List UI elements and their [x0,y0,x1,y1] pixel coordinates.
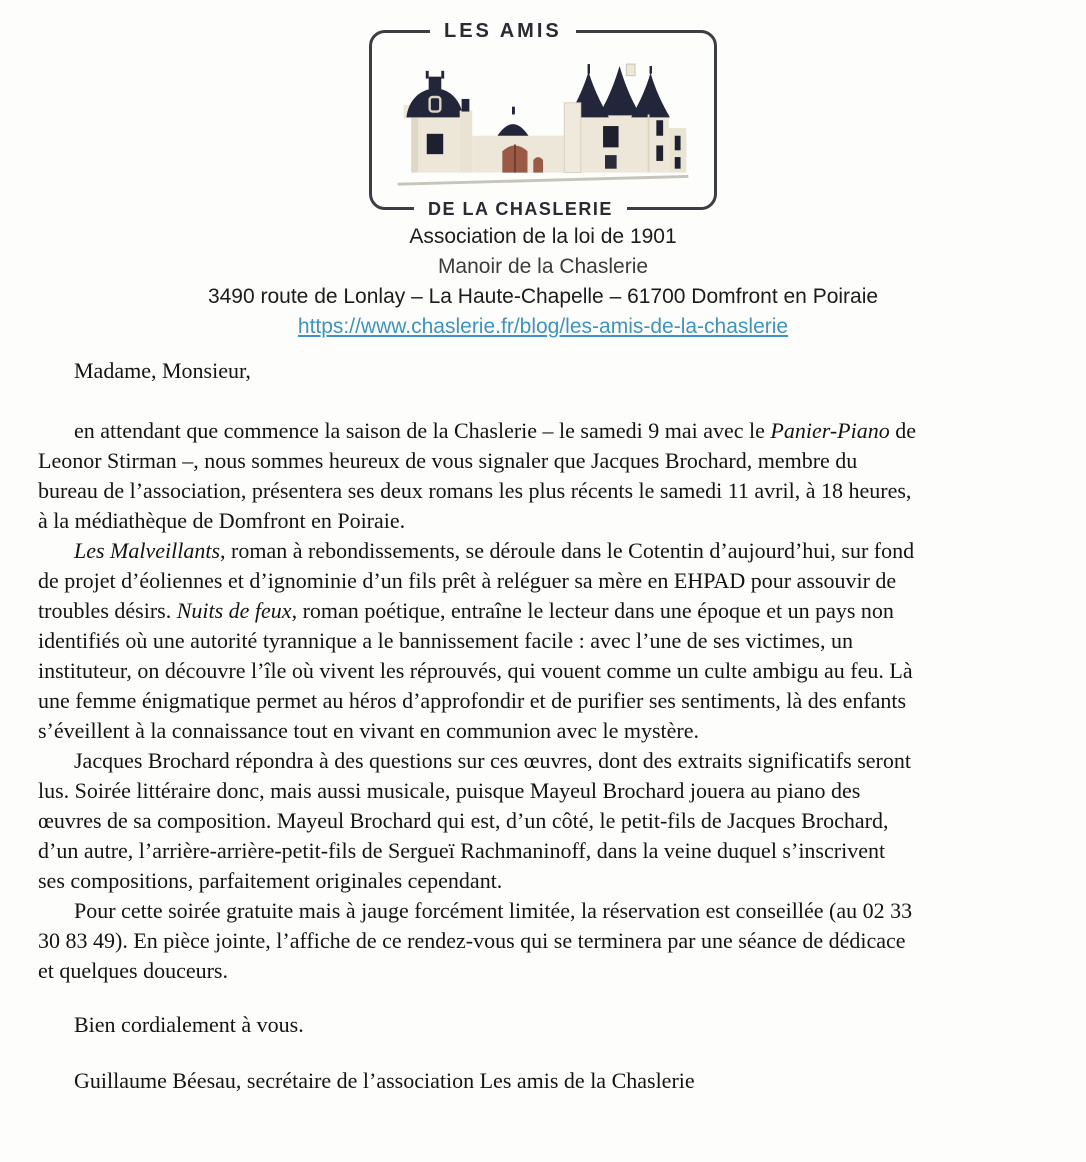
signature-line: Guillaume Béesau, secrétaire de l’association Les amis de la Chaslerie [74,1068,695,1093]
logo-title-top: LES AMIS [430,18,576,44]
text-line: Leonor Stirman –, nous sommes heureux de vous signaler que Jacques Brochard, membre du [38,448,858,473]
ground-line [398,176,689,184]
paragraph-reservation [38,896,1050,986]
gate-wall [472,107,566,173]
salutation: Madame, Monsieur, [74,358,251,383]
text-line: œuvres de sa composition. Mayeul Brochard qui est, d’un côté, le petit-fils de Jacques Brochard, [38,808,889,833]
text-line: à la médiathèque de Domfront en Poiraie. [38,508,406,533]
logo-title-bottom: DE LA CHASLERIE [414,196,627,222]
association-type-line: Association de la loi de 1901 [409,225,677,248]
paragraph-announcement [38,416,1050,536]
text-line: Jacques Brochard répondra à des questions sur ces œuvres, dont des extraits significatifs seront [74,748,911,773]
text-line: identifiés où une autorité tyrannique a le bannissement facile : avec l’une de ses victimes, un [38,628,853,653]
text-line: une femme énigmatique permet au héros d’approfondir et de purifier ses sentiments, là des enfants [38,688,907,713]
text-line: de projet d’éoliennes et d’ignominie d’un fils prêt à reléguer sa mère en EHPAD pour assouvir de [38,568,897,593]
text-line: ses compositions, parfaitement originales cependant. [38,868,503,893]
text-line: instituteur, on découvre l’île où vivent les réprouvés, qui vouent comme un culte ambigu au feu. Là [38,658,913,683]
text-line: troubles désirs. Nuits de feux, roman poétique, entraîne le lecteur dans une époque et un pays non [38,598,894,623]
manor-illustration [388,63,698,193]
text-line: lus. Soirée littéraire donc, mais aussi musicale, puisque Mayeul Brochard jouera au piano des [38,778,861,803]
left-tower [404,71,464,173]
text-line: 30 83 49). En pièce jointe, l’affiche de ce rendez-vous qui se terminera par une séance de dédicace [38,928,906,953]
text-line: en attendant que commence la saison de la Chaslerie – le samedi 9 mai avec le Panier-Piano de [74,418,916,443]
paragraph-evening [38,746,1050,896]
scanned-letter-page [0,20,1086,1162]
text-line: s’éveillent à la connaissance tout en vivant en communion avec le mystère. [38,718,699,743]
text-line: d’un autre, l’arrière-arrière-petit-fils de Sergueï Rachmaninoff, dans la veine duquel s’inscrivent [38,838,886,863]
manor-name-line: Manoir de la Chaslerie [437,255,649,278]
letter-body [38,356,1050,1096]
letterhead [0,222,1086,342]
text-line: et quelques douceurs. [38,958,228,983]
blog-link[interactable]: https://www.chaslerie.fr/blog/les-amis-de-la-chaslerie [297,315,789,338]
text-line: bureau de l’association, présentera ses deux romans les plus récents le samedi 11 avril, à 18 heures, [38,478,912,503]
paragraph-novels [38,536,1050,746]
right-towers [564,64,686,173]
text-line: Pour cette soirée gratuite mais à jauge forcément limitée, la réservation est conseillée (au 02 33 [74,898,913,923]
text-line: Les Malveillants, roman à rebondissements, se déroule dans le Cotentin d’aujourd’hui, sur fond [74,538,915,563]
address-line: 3490 route de Lonlay – La Haute-Chapelle – 61700 Domfront en Poiraie [207,285,879,308]
association-logo [369,20,717,219]
closing: Bien cordialement à vous. [74,1012,304,1037]
